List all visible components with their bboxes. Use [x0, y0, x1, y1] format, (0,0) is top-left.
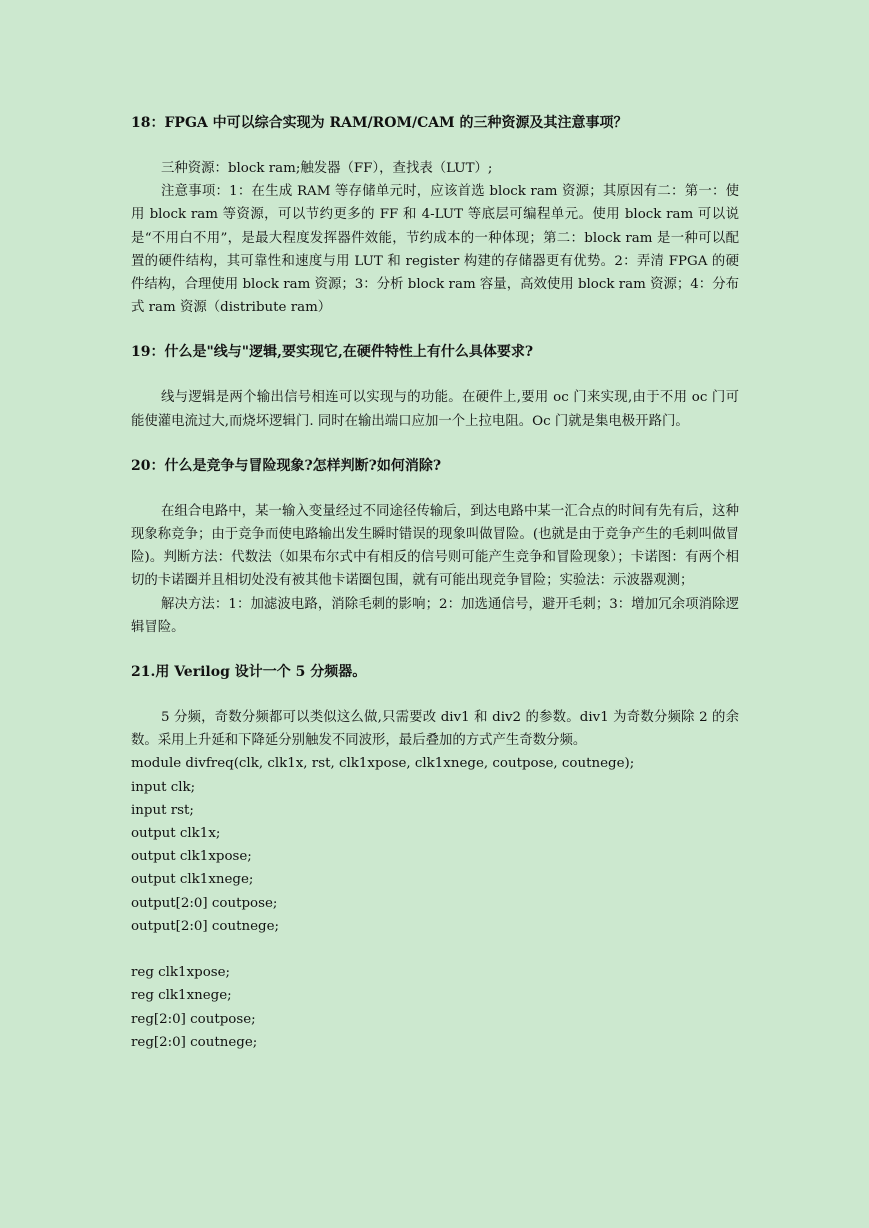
section-20-paragraph: 在组合电路中，某一输入变量经过不同途径传输后，到达电路中某一汇合点的时间有先有后，这种现象称竞争；由于竞争而使电路输出发生瞬时错误的现象叫做冒险。(也就是由于竞争产生的毛刺叫做冒险)。判断方法：代数法（如果布尔式中有相反的信号则可能产生竞争和冒险现象）；卡诺图：有两个相切的卡诺圈并且相切处没有被其他卡诺圈包围，就有可能出现竞争冒险；实验法：示波器观测； — [131, 503, 739, 589]
code-line: reg[2:0] coutpose; — [131, 1011, 256, 1027]
section-18-paragraph: 注意事项：1：在生成 RAM 等存储单元时，应该首选 block ram 资源；其原因有二：第一：使用 block ram 等资源，可以节约更多的 FF 和 4-LUT 等底层可编程单元。使用 block ram 可以说是“不用白不用”，是最大程度发挥器件效能，节约成本的一种体现；第二：block ram 是一种可以配置的硬件结构，其可靠性和速度与用 LUT 和 register 构建的存储器更有优势。2：弄清 FPGA 的硬件结构，合理使用 block ram 资源；3：分析 block ram 容量，高效使用 block ram 资源；4：分布式 ram 资源（distribute ram） — [131, 184, 739, 316]
code-line: reg[2:0] coutnege; — [131, 1034, 258, 1050]
section-19-paragraph: 线与逻辑是两个输出信号相连可以实现与的功能。在硬件上,要用 oc 门来实现,由于不用 oc 门可能使灌电流过大,而烧坏逻辑门. 同时在输出端口应加一个上拉电阻。Oc 门就是集电极开路门。 — [131, 390, 739, 429]
code-blank-line — [131, 938, 739, 961]
code-line: output[2:0] coutnege; — [131, 918, 280, 934]
section-19-heading: 19：什么是"线与"逻辑,要实现它,在硬件特性上有什么具体要求? — [131, 344, 534, 361]
code-line: input rst; — [131, 802, 194, 818]
code-line: reg clk1xpose; — [131, 965, 231, 981]
section-18-heading: 18：FPGA 中可以综合实现为 RAM/ROM/CAM 的三种资源及其注意事项？ — [131, 115, 628, 131]
code-line: reg clk1xnege; — [131, 988, 232, 1004]
code-line: output clk1xnege; — [131, 872, 254, 888]
code-line: module divfreq(clk, clk1x, rst, clk1xpose, clk1xnege, coutpose, coutnege); — [131, 756, 635, 772]
code-line: output clk1x; — [131, 826, 221, 842]
document-page — [131, 112, 739, 1054]
section-20-paragraph: 解决方法：1：加滤波电路，消除毛刺的影响；2：加选通信号，避开毛刺；3：增加冗余项消除逻辑冒险。 — [131, 596, 739, 635]
verilog-code-block — [131, 752, 739, 1054]
code-line: output clk1xpose; — [131, 849, 252, 865]
code-line: input clk; — [131, 779, 196, 795]
code-line: output[2:0] coutpose; — [131, 895, 278, 911]
section-18-paragraph: 三种资源：block ram;触发器（FF），查找表（LUT）; — [161, 161, 493, 176]
section-21-heading: 21.用 Verilog 设计一个 5 分频器。 — [131, 664, 367, 681]
section-21-paragraph: 5 分频，奇数分频都可以类似这么做,只需要改 div1 和 div2 的参数。div1 为奇数分频除 2 的余数。采用上升延和下降延分别触发不同波形，最后叠加的方式产生奇数分频。 — [131, 710, 739, 749]
section-20-heading: 20：什么是竞争与冒险现象?怎样判断?如何消除? — [131, 457, 442, 474]
